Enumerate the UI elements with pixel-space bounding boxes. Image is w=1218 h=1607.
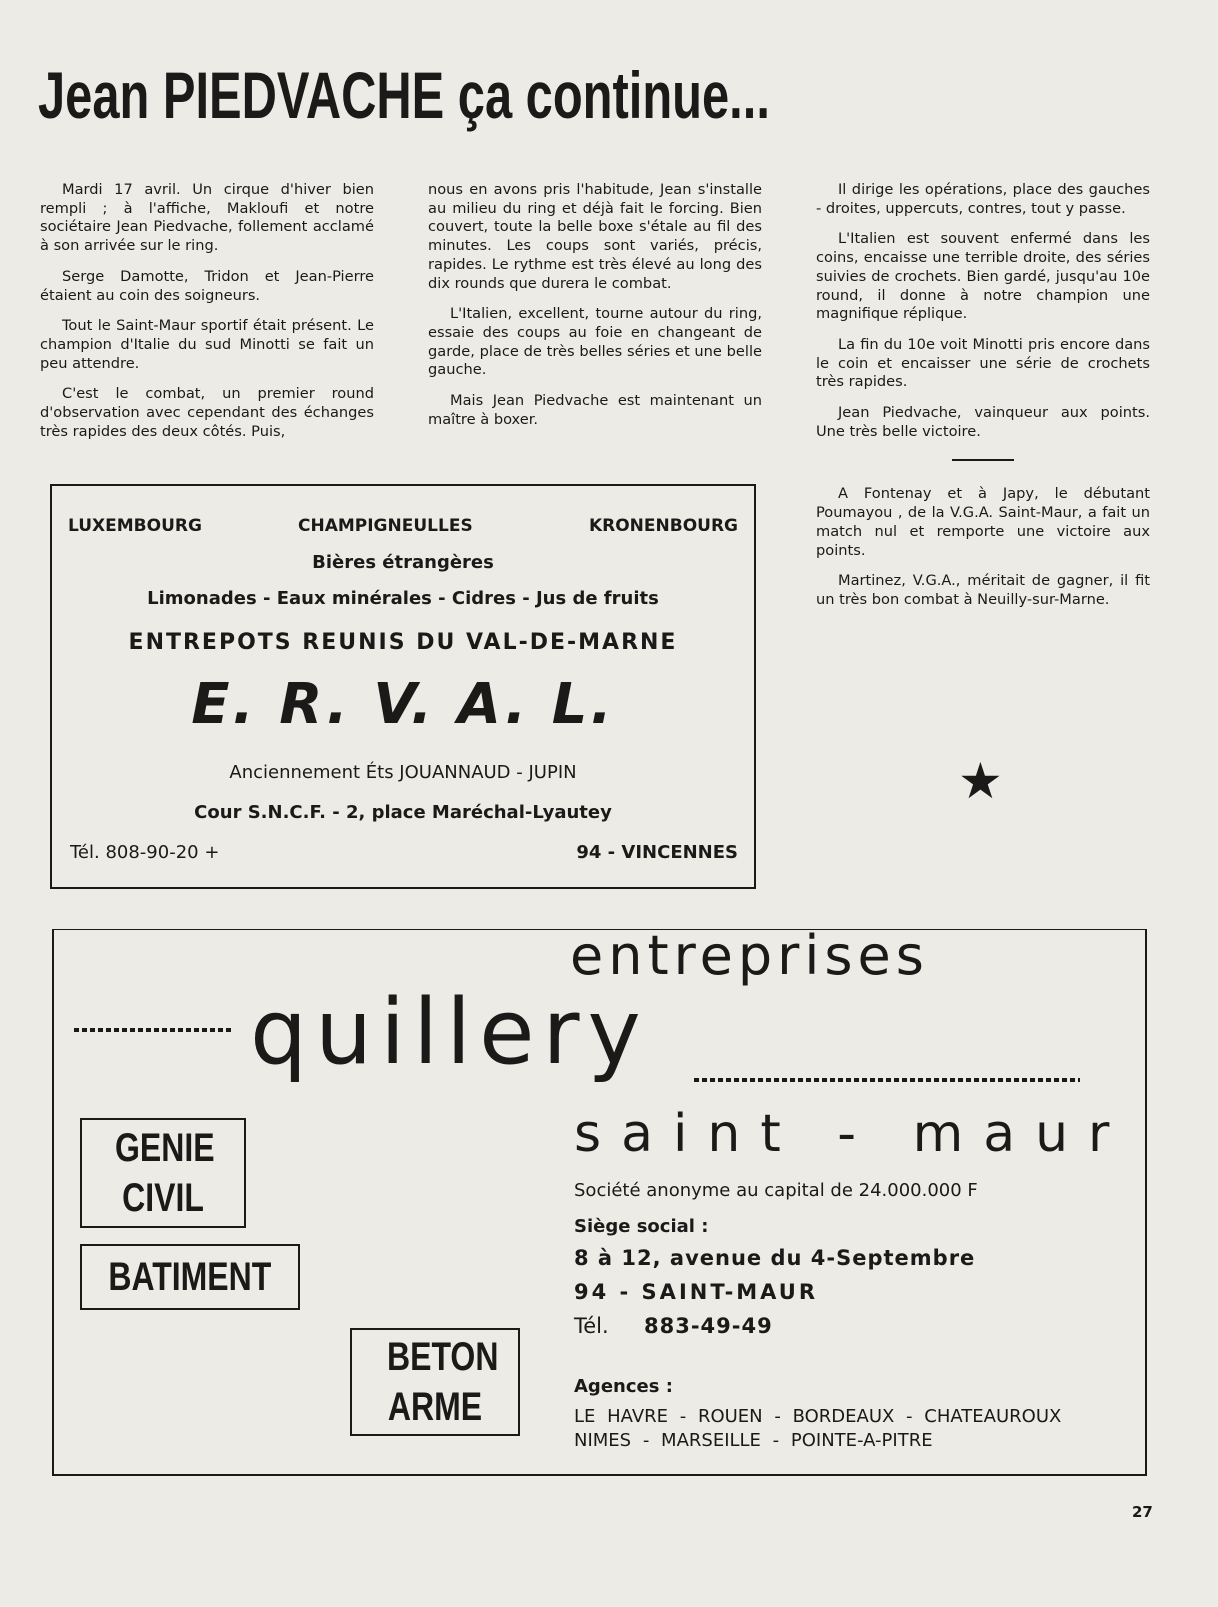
quillery-logo: quillery <box>250 980 649 1085</box>
paragraph: L'Italien est souvent enfermé dans les coins, encaisse une terrible droite, des séries suivies de crochets. Bien gardé, jusqu'au 10e round, il donne à notre champion une magnifique réplique. <box>816 230 1150 323</box>
decorative-dotted-rule <box>74 1028 234 1032</box>
quillery-advertisement <box>52 924 1147 1476</box>
brand-luxembourg: LUXEMBOURG <box>68 516 202 536</box>
erval-line-entrepots: ENTREPOTS REUNIS DU VAL-DE-MARNE <box>128 630 678 655</box>
article-column-1 <box>40 181 374 453</box>
erval-line-anciennement: Anciennement Éts JOUANNAUD - JUPIN <box>229 762 577 783</box>
erval-advertisement <box>50 484 756 889</box>
paragraph: nous en avons pris l'habitude, Jean s'installe au milieu du ring et déjà fait le forcing. Bien couvert, toute la belle boxe s'étale au fil des minutes. Les coups sont variés, précis, rapides. Le rythme est très élevé au long des dix rounds que durera le combat. <box>428 181 762 292</box>
paragraph: Mais Jean Piedvache est maintenant un maître à boxer. <box>428 392 762 428</box>
paragraph: Tout le Saint-Maur sportif était présent. Le champion d'Italie du sud Minotti se fait un peu attendre. <box>40 317 374 372</box>
paragraph: Il dirige les opérations, place des gauches - droites, uppercuts, contres, tout y passe. <box>816 181 1150 217</box>
erval-line-bieres: Bières étrangères <box>312 552 494 573</box>
quillery-city: 94 - SAINT-MAUR <box>574 1280 819 1304</box>
box-batiment-label: BATIMENT <box>108 1255 272 1299</box>
box-beton-arme <box>350 1328 520 1436</box>
paragraph: Jean Piedvache, vainqueur aux points. Une très belle victoire. <box>816 404 1150 440</box>
star-icon: ★ <box>958 752 1003 810</box>
quillery-siege-label: Siège social : <box>574 1216 709 1237</box>
box-beton-arme-label: BETON ARME <box>387 1335 499 1429</box>
box-batiment <box>80 1244 300 1310</box>
quillery-saint-maur: saint - maur <box>574 1104 1130 1164</box>
paragraph: L'Italien, excellent, tourne autour du ring, essaie des coups au foie en changeant de garde, place de très belles séries et une belle gauche. <box>428 305 762 379</box>
article-column-3 <box>816 181 1150 622</box>
box-genie-civil-label: GENIE CIVIL <box>115 1126 215 1220</box>
erval-logo: E. R. V. A. L. <box>191 672 615 737</box>
paragraph: La fin du 10e voit Minotti pris encore dans le coin et encaisser une série de crochets très rapides. <box>816 335 1150 391</box>
quillery-tel-label: Tél. <box>574 1314 609 1338</box>
paragraph: Serge Damotte, Tridon et Jean-Pierre étaient au coin des soigneurs. <box>40 267 374 304</box>
paragraph: Martinez, V.G.A., méritait de gagner, il fit un très bon combat à Neuilly-sur-Marne. <box>816 572 1150 608</box>
quillery-address: 8 à 12, avenue du 4-Septembre <box>574 1246 976 1270</box>
erval-line-limonades: Limonades - Eaux minérales - Cidres - Jus de fruits <box>147 588 659 609</box>
box-genie-civil <box>80 1118 246 1228</box>
paragraph: C'est le combat, un premier round d'observation avec cependant des échanges très rapides des deux côtés. Puis, <box>40 385 374 440</box>
page-number: 27 <box>1132 1503 1153 1521</box>
quillery-agences-line-1: LE HAVRE - ROUEN - BORDEAUX - CHATEAUROUX <box>574 1406 1062 1427</box>
brand-kronenbourg: KRONENBOURG <box>588 516 738 536</box>
quillery-agences-label: Agences : <box>574 1376 673 1397</box>
quillery-societe: Société anonyme au capital de 24.000.000 F <box>574 1180 978 1201</box>
erval-telephone: Tél. 808-90-20 + <box>70 842 220 863</box>
paragraph: Mardi 17 avril. Un cirque d'hiver bien rempli ; à l'affiche, Makloufi et notre sociétaire Jean Piedvache, follement acclamé à son arrivée sur le ring. <box>40 181 374 255</box>
quillery-telephone: 883-49-49 <box>644 1314 773 1338</box>
article-title: Jean PIEDVACHE ça continue... <box>38 58 770 132</box>
quillery-agences-line-2: NIMES - MARSEILLE - POINTE-A-PITRE <box>574 1430 933 1451</box>
divider <box>952 459 1014 461</box>
paragraph: A Fontenay et à Japy, le débutant Poumayou , de la V.G.A. Saint-Maur, a fait un match nul et remporte une victoire aux points. <box>816 485 1150 559</box>
brand-champigneulles: CHAMPIGNEULLES <box>298 516 473 536</box>
decorative-dotted-rule <box>694 1078 1080 1082</box>
erval-line-address: Cour S.N.C.F. - 2, place Maréchal-Lyautey <box>194 802 612 823</box>
article-column-2 <box>428 181 762 441</box>
quillery-entreprises: entreprises <box>570 924 929 987</box>
erval-city: 94 - VINCENNES <box>576 842 738 863</box>
